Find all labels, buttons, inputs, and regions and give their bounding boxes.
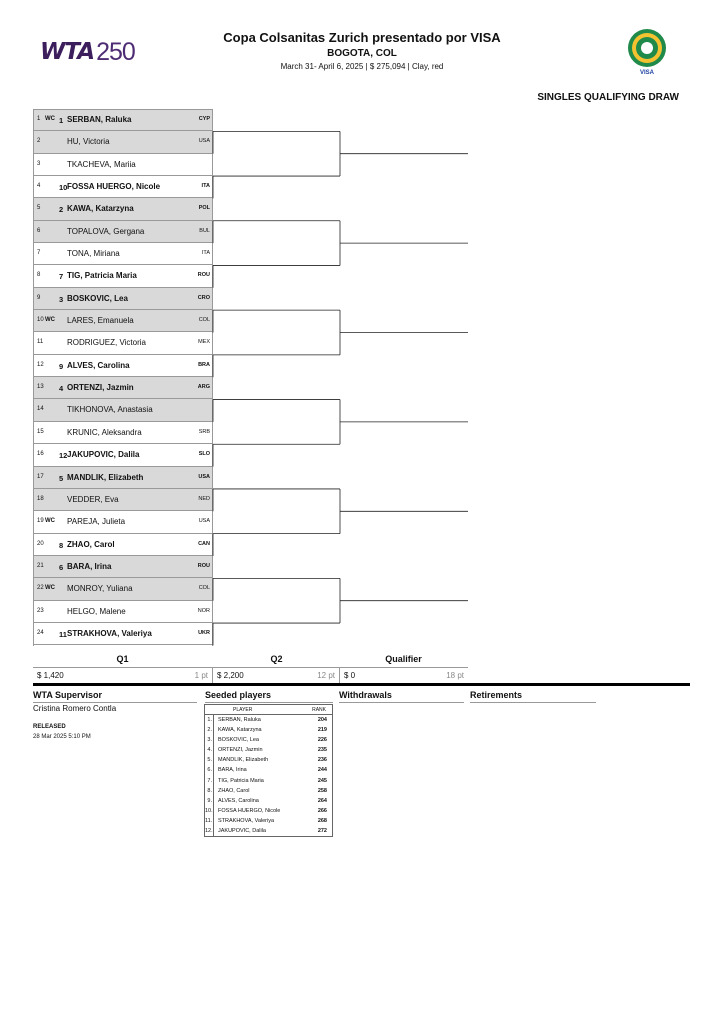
player-country: CYP <box>198 116 210 122</box>
released-label: RELEASED <box>33 724 66 730</box>
player-name: TIKHONOVA, Anastasia <box>67 405 153 415</box>
slot-position: 21 <box>37 562 44 569</box>
slot-entry-code: WC <box>45 116 55 122</box>
player-name: ALVES, Carolina <box>67 360 130 370</box>
slot-entry-code: WC <box>45 518 55 525</box>
seed-rank: 245 <box>317 777 327 784</box>
seed-number: 3. <box>205 735 214 745</box>
slot-entry-code: WC <box>45 585 55 592</box>
withdrawals-label: Withdrawals <box>339 690 392 700</box>
slot-position: 14 <box>37 406 44 413</box>
prize-money: $ 0 <box>344 671 356 680</box>
player-country: ITA <box>201 183 210 190</box>
player-name: TOPALOVA, Gergana <box>67 226 145 236</box>
slot-entry-code: WC <box>45 317 55 324</box>
slot-position: 10 <box>37 317 44 324</box>
player-country: CAN <box>198 540 210 547</box>
seed-rank: 235 <box>317 747 327 754</box>
slot-position: 13 <box>37 384 44 391</box>
slot-seed: 2 <box>59 205 64 215</box>
seed-row <box>205 755 332 765</box>
seed-number: 5. <box>205 755 214 765</box>
draw-slot <box>33 399 213 421</box>
player-country: USA <box>198 473 210 480</box>
seed-rank: 272 <box>317 828 327 835</box>
seed-player-name: KAWA, Katarzyna <box>218 727 262 734</box>
prize-points: 18 pt <box>446 671 464 680</box>
player-country: SRB <box>198 428 210 435</box>
divider <box>339 702 464 703</box>
slot-position: 12 <box>37 361 44 368</box>
draw-list <box>33 109 213 645</box>
seed-row <box>205 806 332 816</box>
player-country: UKR <box>198 629 210 636</box>
slot-position: 17 <box>37 473 44 480</box>
seed-rank: 236 <box>317 757 327 764</box>
slot-position: 1 <box>37 116 41 122</box>
player-country: BUL <box>199 227 210 234</box>
seed-player-name: ALVES, Carolina <box>218 797 259 804</box>
player-name: MONROY, Yuliana <box>67 584 133 594</box>
draw-slot <box>33 109 213 131</box>
player-name: BOSKOVIC, Lea <box>67 293 128 303</box>
seed-player-name: SERBAN, Raluka <box>218 717 261 723</box>
prize-points: 12 pt <box>317 671 335 680</box>
player-name: KRUNIC, Aleksandra <box>67 427 142 437</box>
player-name: TONA, Miriana <box>67 249 120 259</box>
tournament-badge-icon <box>626 28 668 76</box>
prize-cell-qualifier <box>340 668 468 684</box>
seed-row <box>205 776 332 786</box>
player-country: NED <box>198 495 210 502</box>
supervisor-label: WTA Supervisor <box>33 690 103 700</box>
slot-position: 9 <box>37 294 41 301</box>
player-name: STRAKHOVA, Valeriya <box>67 628 152 638</box>
seed-player-name: TIG, Patricia Maria <box>218 777 264 784</box>
draw-slot <box>33 154 213 176</box>
slot-position: 8 <box>37 272 41 279</box>
player-name: BARA, Irina <box>67 561 112 571</box>
draw-slot <box>33 601 213 623</box>
seed-number: 6. <box>205 765 214 775</box>
logo-wta-text: WTA <box>40 39 95 65</box>
prize-cell-q2 <box>213 668 340 684</box>
slot-seed: 5 <box>59 473 64 483</box>
wta-250-logo <box>40 37 135 66</box>
seed-row <box>205 715 332 725</box>
draw-slot <box>33 556 213 578</box>
slot-position: 5 <box>37 205 41 212</box>
seeded-players-label: Seeded players <box>205 690 272 700</box>
draw-slot <box>33 467 213 489</box>
seed-player-name: ORTENZI, Jazmin <box>218 747 263 754</box>
player-name: TIG, Patricia Maria <box>67 271 137 281</box>
seed-player-name: FOSSA HUERGO, Nicole <box>218 807 281 814</box>
seed-rank: 226 <box>317 737 327 744</box>
slot-seed: 8 <box>59 540 64 550</box>
seed-number: 10. <box>205 806 214 816</box>
prize-money: $ 1,420 <box>37 671 64 680</box>
player-country: SLO <box>198 451 210 458</box>
prize-money: $ 2,200 <box>217 671 244 680</box>
slot-position: 3 <box>37 160 41 167</box>
draw-slot <box>33 355 213 377</box>
seed-number: 11. <box>205 816 214 826</box>
slot-position: 4 <box>37 183 41 190</box>
draw-slot <box>33 198 213 220</box>
round-qualifier-label: Qualifier <box>385 654 422 664</box>
slot-position: 20 <box>37 540 44 547</box>
slot-position: 22 <box>37 585 44 592</box>
seeded-players-table <box>204 704 333 837</box>
player-name: RODRIGUEZ, Victoria <box>67 338 146 348</box>
seed-row <box>205 735 332 745</box>
seed-player-name: BARA, Irina <box>218 767 247 774</box>
round-q1-label: Q1 <box>116 654 129 664</box>
player-country: CRO <box>197 294 210 301</box>
seed-rank: 264 <box>317 797 327 804</box>
seed-rank: 244 <box>317 767 327 774</box>
player-name: PAREJA, Julieta <box>67 517 126 527</box>
player-name: MANDLIK, Elizabeth <box>67 472 144 482</box>
slot-position: 19 <box>37 518 44 525</box>
seed-player-name: MANDLIK, Elizabeth <box>218 757 269 764</box>
slot-seed: 7 <box>59 272 64 282</box>
slot-seed: 10 <box>59 183 68 193</box>
player-name: ZHAO, Carol <box>67 539 115 549</box>
slot-position: 2 <box>37 138 41 145</box>
seed-rank: 268 <box>317 817 327 824</box>
seed-header-player: PLAYER <box>233 707 253 713</box>
slot-position: 18 <box>37 495 44 502</box>
slot-position: 24 <box>37 629 44 636</box>
tournament-header <box>200 30 524 71</box>
logo-number: 250 <box>96 37 135 66</box>
seed-number: 1. <box>205 715 214 725</box>
prize-cell-q1 <box>33 668 213 684</box>
player-country: USA <box>198 518 210 525</box>
draw-slot <box>33 377 213 399</box>
draw-slot <box>33 511 213 533</box>
seed-number: 9. <box>205 796 214 806</box>
draw-slot <box>33 243 213 265</box>
prize-header <box>33 651 468 667</box>
draw-slot <box>33 221 213 243</box>
draw-slot <box>33 422 213 444</box>
draw-slot <box>33 578 213 600</box>
slot-seed: 12 <box>59 451 68 461</box>
player-name: HU, Victoria <box>67 137 110 147</box>
player-country: BRA <box>198 361 210 368</box>
badge-text: VISA <box>639 70 655 76</box>
retirements-label: Retirements <box>470 690 523 700</box>
seed-row <box>205 826 332 836</box>
seed-header-rank: RANK <box>312 707 326 713</box>
draw-slot <box>33 288 213 310</box>
player-name: LARES, Emanuela <box>67 316 134 326</box>
player-country: POL <box>198 205 210 212</box>
player-name: TKACHEVA, Mariia <box>67 159 136 169</box>
slot-position: 15 <box>37 428 44 435</box>
player-country: COL <box>198 317 210 324</box>
seed-number: 7. <box>205 776 214 786</box>
player-country: MEX <box>198 339 210 346</box>
slot-position: 16 <box>37 451 44 458</box>
slot-position: 23 <box>37 607 44 614</box>
seed-rows <box>205 715 332 836</box>
player-country: USA <box>198 138 210 145</box>
seed-table-header <box>205 705 332 715</box>
slot-position: 6 <box>37 227 41 234</box>
draw-slot <box>33 332 213 354</box>
seed-player-name: JAKUPOVIC, Dalila <box>218 828 266 835</box>
draw-slot <box>33 131 213 153</box>
slot-seed: 9 <box>59 361 64 371</box>
seed-rank: 204 <box>317 717 327 723</box>
seed-rank: 258 <box>317 787 327 794</box>
slot-seed: 6 <box>59 562 64 572</box>
player-country: COL <box>198 585 210 592</box>
player-country: ROU <box>197 272 210 279</box>
slot-seed: 11 <box>59 629 67 639</box>
seed-player-name: STRAKHOVA, Valeriya <box>218 817 275 824</box>
prize-row <box>33 667 468 683</box>
seed-number: 8. <box>205 786 214 796</box>
supervisor-name: Cristina Romero Contla <box>33 704 117 713</box>
seed-player-name: ZHAO, Carol <box>218 787 250 794</box>
player-country: ROU <box>197 562 210 569</box>
seed-player-name: BOSKOVIC, Lea <box>218 737 259 744</box>
seed-number: 2. <box>205 725 214 735</box>
slot-seed: 1 <box>59 116 64 125</box>
player-country: NOR <box>197 607 210 614</box>
tournament-title: Copa Colsanitas Zurich presentado por VISA <box>223 30 501 45</box>
seed-row <box>205 765 332 775</box>
draw-slot <box>33 310 213 332</box>
player-name: HELGO, Malene <box>67 606 126 616</box>
round-q2-label: Q2 <box>270 654 283 664</box>
slot-position: 7 <box>37 250 41 257</box>
draw-slot <box>33 176 213 198</box>
player-country: ARG <box>197 384 210 391</box>
player-country: ITA <box>201 250 210 257</box>
slot-seed: 4 <box>59 384 64 394</box>
slot-position: 11 <box>37 339 44 346</box>
seed-rank: 219 <box>317 727 327 734</box>
divider <box>470 702 596 703</box>
seed-rank: 266 <box>317 807 327 814</box>
seed-number: 4. <box>205 745 214 755</box>
seed-row <box>205 796 332 806</box>
player-name: SERBAN, Raluka <box>67 115 132 124</box>
player-name: ORTENZI, Jazmin <box>67 383 134 393</box>
draw-slot <box>33 444 213 466</box>
seed-number: 12. <box>205 826 214 836</box>
player-name: VEDDER, Eva <box>67 494 119 504</box>
slot-seed: 3 <box>59 294 64 304</box>
player-name: JAKUPOVIC, Dalila <box>67 450 140 460</box>
seed-row <box>205 745 332 755</box>
prize-points: 1 pt <box>194 671 208 680</box>
draw-title: SINGLES QUALIFYING DRAW <box>537 92 679 103</box>
section-divider <box>33 683 690 686</box>
player-name: FOSSA HUERGO, Nicole <box>67 182 161 192</box>
draw-slot <box>33 623 213 645</box>
seed-row <box>205 816 332 826</box>
tournament-details: March 31- April 6, 2025 | $ 275,094 | Clay, red <box>280 62 444 71</box>
divider <box>205 702 333 703</box>
player-name: KAWA, Katarzyna <box>67 204 134 214</box>
divider <box>33 702 197 703</box>
draw-slot <box>33 489 213 511</box>
draw-slot <box>33 534 213 556</box>
seed-row <box>205 786 332 796</box>
released-timestamp: 28 Mar 2025 5:10 PM <box>33 734 91 740</box>
tournament-location: BOGOTA, COL <box>327 48 397 59</box>
draw-slot <box>33 265 213 287</box>
seed-row <box>205 725 332 735</box>
